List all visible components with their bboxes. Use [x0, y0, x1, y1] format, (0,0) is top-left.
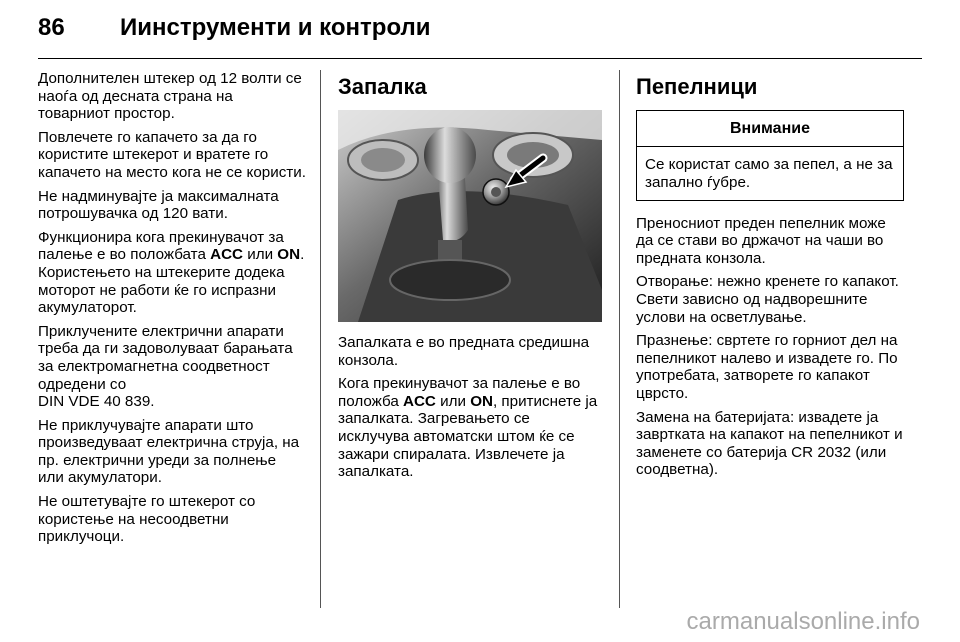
- column-middle: [338, 70, 604, 487]
- paragraph: Приклучените електрични апарати треба да ги задоволуваат барањата за електромагнетна соодветност одредени со DIN VDE 40 839.: [38, 322, 293, 411]
- on-label: ON: [277, 246, 301, 264]
- paragraph: Отворање: нежно кренете го капакот. Свети зависно од надворешните услови на осветлување.: [636, 273, 899, 326]
- paragraph: Не оштетувајте го штекерот со користење на несоодветни приклучоци.: [38, 493, 256, 546]
- page-number: 86: [38, 14, 65, 41]
- standard-reference: DIN VDE 40 839.: [38, 393, 155, 411]
- paragraph: Запалката е во предната средишна конзола.: [338, 334, 590, 369]
- acc-label: ACC: [403, 392, 436, 410]
- watermark: carmanualsonline.info: [686, 608, 920, 635]
- column-right: [636, 70, 904, 485]
- caution-text: Се користат само за пепел, а не за запално ѓубре.: [645, 155, 893, 191]
- section-title-lighter: Запалка: [338, 74, 427, 99]
- acc-label: ACC: [210, 246, 244, 264]
- paragraph: Кога прекинувачот за палење е во положба ACC или ON, притиснете ја запалката. Загревањето се исклучува автоматски штом ќе се зажари спиралата. Извлечете ја запалката.: [338, 375, 598, 481]
- page-header: [38, 14, 922, 54]
- column-divider-1: [320, 70, 321, 608]
- section-title-ashtrays: Пепелници: [636, 74, 758, 99]
- paragraph: Замена на батеријата: извадете ја завртката на капакот на пепелникот и заменете со батерија CR 2032 (или соодветна).: [636, 408, 903, 479]
- column-left: [38, 70, 306, 552]
- page-title: Иинструменти и контроли: [120, 14, 431, 41]
- cigarette-lighter-photo: [338, 110, 602, 322]
- paragraph: Повлечете го капачето за да го користите штекерот и вратете го капачето на место кога не се користи.: [38, 128, 306, 181]
- paragraph: Преносниот преден пепелник може да се стави во држачот на чаши во предната конзола.: [636, 214, 886, 267]
- caution-title: Внимание: [637, 111, 903, 147]
- on-label: ON: [470, 392, 493, 410]
- column-divider-2: [619, 70, 620, 608]
- console-illustration: [338, 110, 602, 322]
- paragraph: Дополнителен штекер од 12 волти се наоѓа од десната страна на товарниот простор.: [38, 70, 302, 123]
- caution-box: [636, 110, 904, 201]
- paragraph: Не приклучувајте апарати што произведуваат електрична струја, на пр. електрични уреди за полнење или акумулатори.: [38, 416, 300, 487]
- paragraph: Функционира кога прекинувачот за палење е во положбата ACC или ON. Користењето на штекерите додека моторот не работи ќе го испразни акумулаторот.: [38, 228, 305, 317]
- paragraph: Празнење: свртете го горниот дел на пепелникот налево и извадете го. По употребата, затворете го капакот цврсто.: [636, 332, 898, 402]
- header-divider: [38, 58, 922, 59]
- paragraph: Не надминувајте ја максималната потрошувачка од 120 вати.: [38, 187, 279, 223]
